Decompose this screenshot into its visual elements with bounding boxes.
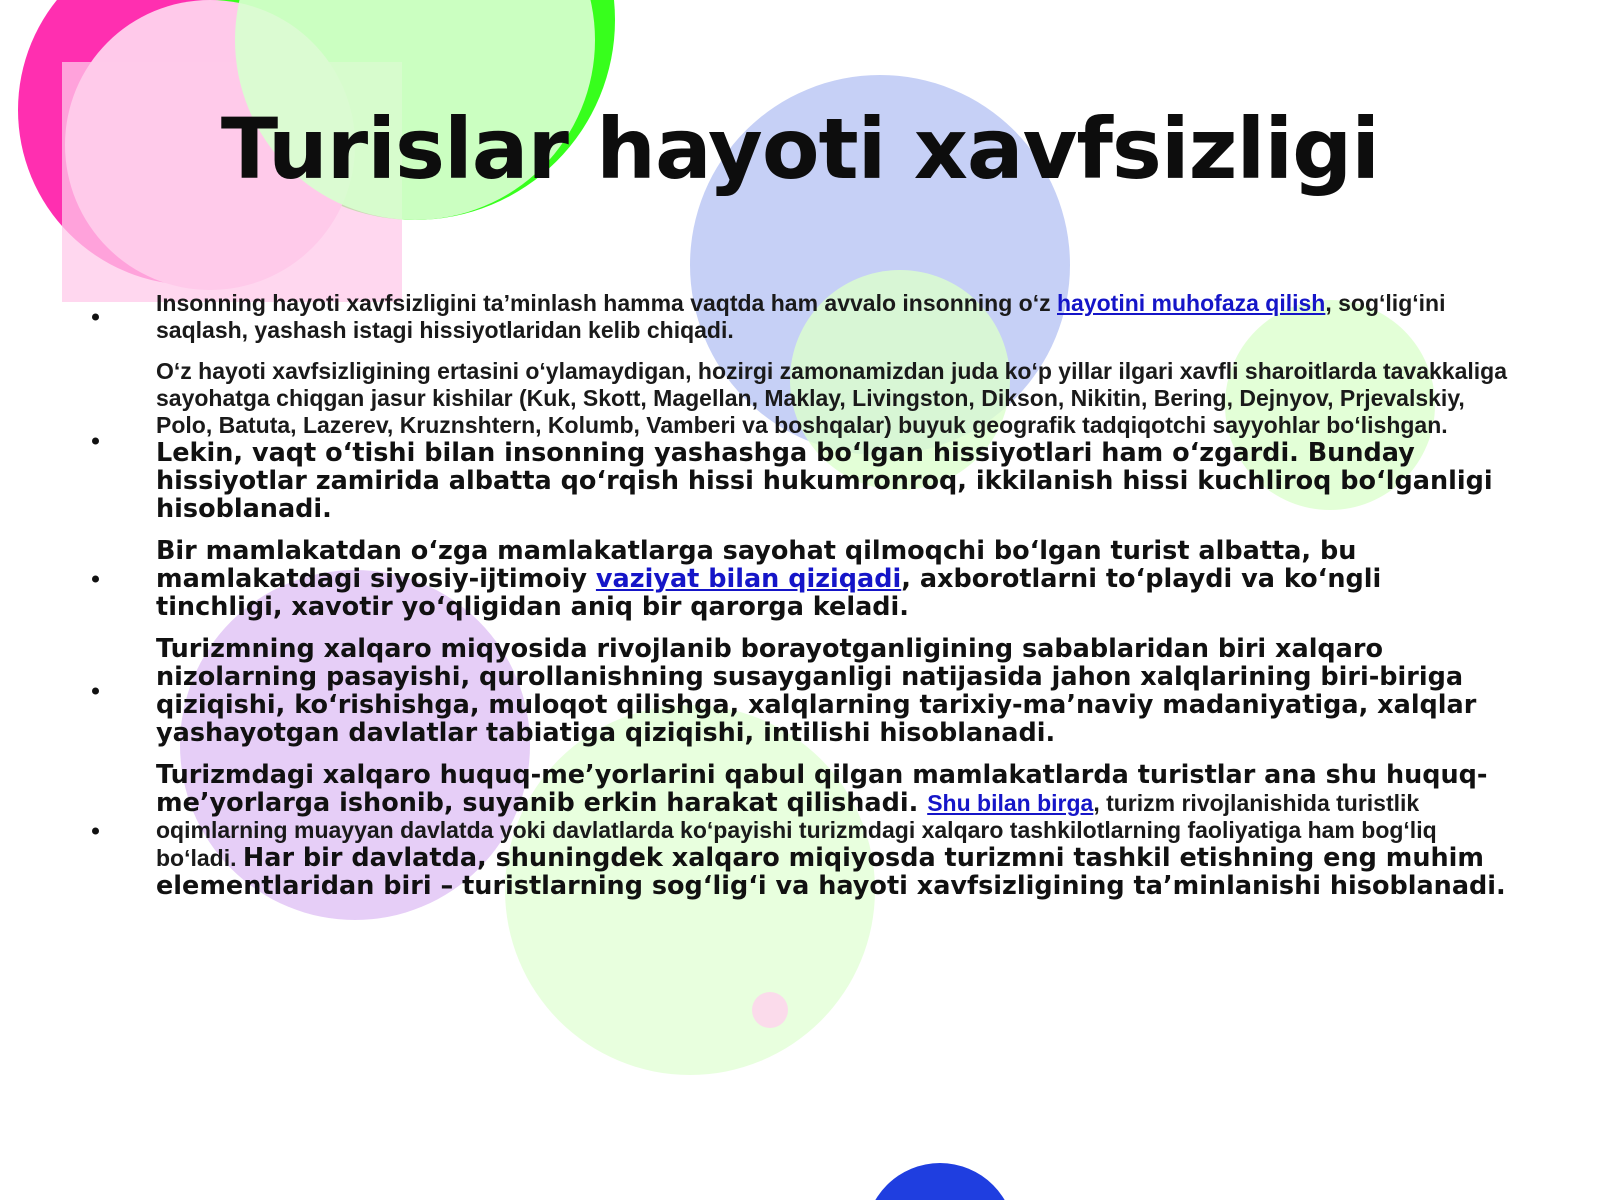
link-hayotini-muhofaza-qilish[interactable]: hayotini muhofaza qilish	[1057, 290, 1326, 316]
bullet-text: Insonning hayoti xavfsizligini taʼminlash hamma vaqtda ham avvalo insonning oʻz	[156, 290, 1057, 316]
bullet-text: Lekin, vaqt oʻtishi bilan insonning yashashga boʻlgan hissiyotlari ham oʻzgardi. Bunday hissiyotlar zamirida albatta qoʻrqish hissi hukumronroq, ikkilanish hissi kuchliroq boʻlganligi hisoblanadi.	[156, 438, 1493, 524]
bullet-item	[92, 537, 1512, 621]
link-vaziyat-bilan-qiziqadi[interactable]: vaziyat bilan qiziqadi	[595, 564, 902, 594]
slide-title: Turislar hayoti xavfsizligi	[220, 100, 1380, 198]
bullet-item	[92, 635, 1512, 747]
bullet-dot-icon	[92, 437, 99, 444]
bullet-text: , sogʻligʻini saqlash, yashash istagi hissiyotlaridan kelib chiqadi.	[156, 290, 1446, 343]
bullet-text: Har bir davlatda, shuningdek xalqaro miqiyosda turizmni tashkil etishning eng muhim elementlaridan biri – turistlarning sogʻligʻi va hayoti xavfsizligining taʼminlanishi hisoblanadi.	[156, 843, 1506, 901]
bullet-text: Turizmdagi xalqaro huquq-meʼyorlarini qabul qilgan mamlakatlarda turistlar ana shu huquq-meʼyorlarga ishonib, suyanib erkin harakat qilishadi.	[156, 760, 1488, 818]
bullet-item	[92, 761, 1512, 900]
bullet-text: , turizm rivojlanishida turistlik oqimlarning muayyan davlatda yoki davlatlarda koʻpayishi turizmdagi xalqaro tashkilotlarning faoliyatiga ham bogʻliq boʻladi.	[156, 790, 1437, 871]
link-shu-bilan-birga[interactable]: Shu bilan birga	[927, 790, 1094, 816]
bullet-dot-icon	[92, 827, 99, 834]
bullet-text: Oʻz hayoti xavfsizligining ertasini oʻylamaydigan, hozirgi zamonamizdan juda koʻp yillar ilgari xavfli sharoitlarda tavakkaliga sayohatga chiqgan jasur kishilar (Kuk, Skott, Magellan, Maklay, Livingston, Dikson, Nikitin, Bering, Dejnyov, Prjevalskiy, Polo, Batuta, Lazerev, Kruznshtern, Kolumb, Vamberi va boshqalar) buyuk geografik tadqiqotchi sayyohlar boʻlishgan.	[156, 358, 1508, 438]
bullet-dot-icon	[92, 314, 99, 321]
dark-blue-circle	[865, 1163, 1015, 1200]
bullet-text: Bir mamlakatdan oʻzga mamlakatlarga sayohat qilmoqchi boʻlgan turist albatta, bu mamlakatdagi siyosiy-ijtimoiy	[156, 536, 1357, 594]
bullet-dot-icon	[92, 576, 99, 583]
bullet-text: , axborotlarni toʻplaydi va koʻngli tinchligi, xavotir yoʻqligidan aniq bir qarorga keladi.	[156, 564, 1382, 622]
bullet-item	[92, 358, 1512, 523]
bullet-item	[92, 290, 1512, 344]
bullet-list	[92, 290, 1512, 914]
pink-small-circle	[752, 992, 788, 1028]
bullet-text: Turizmning xalqaro miqyosida rivojlanib borayotganligining sabablaridan biri xalqaro nizolarning pasayishi, qurollanishning susayganligi natijasida jahon xalqlarining biri-biriga qiziqishi, koʻrishishga, muloqot qilishga, xalqlarning tarixiy-maʼnaviy madaniyatiga, xalqlar yashayotgan davlatlar tabiatiga qiziqishi, intilishi hisoblanadi.	[156, 634, 1477, 748]
bullet-dot-icon	[92, 688, 99, 695]
